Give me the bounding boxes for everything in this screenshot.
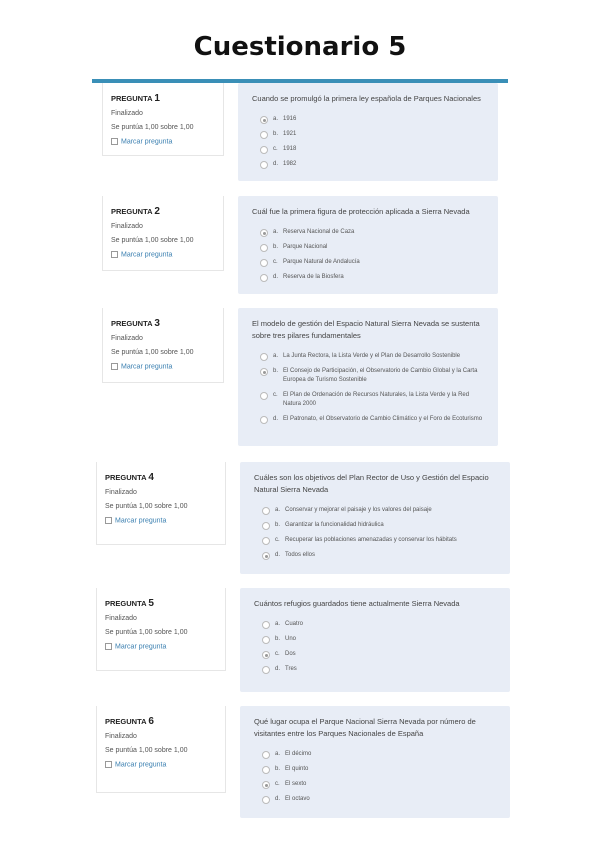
answer-text: Uno [285,636,297,642]
question-label: PREGUNTA 4 [105,472,154,483]
answer-option[interactable]: a. Conservar y mejorar el paisaje y los valores del paisaje [262,506,496,515]
question-label: PREGUNTA 3 [111,318,160,329]
answer-option[interactable]: a. La Junta Rectora, la Lista Verde y el Plan de Desarrollo Sostenible [260,352,484,361]
radio-icon[interactable] [262,636,270,644]
answer-text: Dos [285,651,296,657]
question-score: Se puntúa 1,00 sobre 1,00 [105,629,188,636]
answer-text: Cuatro [285,621,304,627]
answer-text: Conservar y mejorar el paisaje y los valores del paisaje [285,507,432,513]
question-info-6 [96,706,226,793]
answer-option[interactable]: a. Cuatro [262,620,496,629]
answer-option[interactable]: a. 1916 [260,115,484,124]
flag-icon [111,138,118,145]
question-label: PREGUNTA 5 [105,598,154,609]
answer-option[interactable]: d. El octavo [262,795,496,804]
question-score: Se puntúa 1,00 sobre 1,00 [105,503,188,510]
answer-text: Garantizar la funcionalidad hidráulica [285,522,384,528]
question-state: Finalizado [111,110,143,117]
answer-text: 1982 [283,161,297,167]
answer-options [254,620,496,674]
radio-icon[interactable] [260,161,268,169]
question-text: Cuál fue la primera figura de protección aplicada a Sierra Nevada [252,207,470,216]
question-label: PREGUNTA 2 [111,206,160,217]
question-info-4 [96,462,226,545]
question-content-1 [238,83,498,181]
question-text: Cuáles son los objetivos del Plan Rector de Uso y Gestión del Espacio Natural Sierra Nevada [254,473,489,494]
flag-icon [111,251,118,258]
question-content-5 [240,588,510,692]
answer-text: Parque Nacional [283,244,328,250]
question-content-2 [238,196,498,294]
answer-options [254,750,496,804]
radio-icon[interactable] [260,392,268,400]
answer-option[interactable]: b. 1921 [260,130,484,139]
question-text: Qué lugar ocupa el Parque Nacional Sierra Nevada por número de visitantes entre los Parques Nacionales de España [254,717,476,738]
radio-icon[interactable] [260,274,268,282]
answer-text: El sexto [285,781,307,787]
answer-option[interactable]: d. Tres [262,665,496,674]
radio-icon[interactable] [260,368,268,376]
radio-icon[interactable] [262,651,270,659]
answer-text: La Junta Rectora, la Lista Verde y el Plan de Desarrollo Sostenible [283,353,461,359]
question-state: Finalizado [105,615,137,622]
flag-question-link[interactable]: Marcar pregunta [105,643,217,650]
answer-option[interactable]: a. El décimo [262,750,496,759]
question-content-3 [238,308,498,446]
answer-text: 1918 [283,146,297,152]
question-text: El modelo de gestión del Espacio Natural Sierra Nevada se sustenta sobre tres pilares fundamentales [252,319,480,340]
radio-icon[interactable] [262,781,270,789]
flag-question-link[interactable]: Marcar pregunta [105,761,217,768]
question-content-4 [240,462,510,574]
radio-icon[interactable] [262,522,270,530]
answer-option[interactable]: c. Dos [262,650,496,659]
radio-icon[interactable] [262,796,270,804]
answer-options [252,115,484,169]
question-info-3 [102,308,224,383]
answer-option[interactable]: d. Todos ellos [262,551,496,560]
answer-text: Tres [285,666,297,672]
answer-option[interactable]: b. El quinto [262,765,496,774]
question-info-2 [102,196,224,271]
radio-icon[interactable] [260,353,268,361]
answer-option[interactable]: b. Uno [262,635,496,644]
flag-icon [105,643,112,650]
radio-icon[interactable] [260,116,268,124]
radio-icon[interactable] [260,259,268,267]
question-score: Se puntúa 1,00 sobre 1,00 [105,747,188,754]
answer-text: El quinto [285,766,309,772]
radio-icon[interactable] [260,131,268,139]
answer-text: Recuperar las poblaciones amenazadas y conservar los hábitats [285,537,457,543]
flag-question-link[interactable]: Marcar pregunta [111,251,215,258]
answer-text: 1916 [283,116,297,122]
question-state: Finalizado [111,335,143,342]
answer-option[interactable]: b. Parque Nacional [260,243,484,252]
answer-text: 1921 [283,131,297,137]
question-info-5 [96,588,226,671]
radio-icon[interactable] [262,621,270,629]
question-score: Se puntúa 1,00 sobre 1,00 [111,124,194,131]
answer-text: El Patronato, el Observatorio de Cambio Climático y el Foro de Ecoturismo [283,416,483,422]
question-score: Se puntúa 1,00 sobre 1,00 [111,237,194,244]
radio-icon[interactable] [262,552,270,560]
answer-text: Todos ellos [285,552,316,558]
answer-text: El décimo [285,751,312,757]
question-label: PREGUNTA 6 [105,716,154,727]
question-label: PREGUNTA 1 [111,93,160,104]
question-state: Finalizado [111,223,143,230]
question-text: Cuántos refugios guardados tiene actualmente Sierra Nevada [254,599,460,608]
flag-icon [111,363,118,370]
answer-text: Parque Natural de Andalucía [283,259,360,265]
answer-option[interactable]: c. Parque Natural de Andalucía [260,258,484,267]
answer-option[interactable]: b. El Consejo de Participación, el Observatorio de Cambio Global y la Carta Europea de Turismo Sostenible [260,367,484,385]
radio-icon[interactable] [262,666,270,674]
flag-icon [105,517,112,524]
answer-option[interactable]: c. Recuperar las poblaciones amenazadas y conservar los hábitats [262,536,496,545]
question-text: Cuando se promulgó la primera ley española de Parques Nacionales [252,94,481,103]
answer-options [252,228,484,282]
radio-icon[interactable] [262,766,270,774]
answer-options [254,506,496,560]
radio-icon[interactable] [260,146,268,154]
question-score: Se puntúa 1,00 sobre 1,00 [111,349,194,356]
answer-text: El octavo [285,796,310,802]
radio-icon[interactable] [262,507,270,515]
question-state: Finalizado [105,733,137,740]
page-title: Cuestionario 5 [193,32,407,62]
answer-option[interactable]: c. El Plan de Ordenación de Recursos Naturales, la Lista Verde y la Red Natura 2000 [260,391,484,409]
answer-text: Reserva de la Biosfera [283,274,344,280]
flag-question-link[interactable]: Marcar pregunta [111,363,215,370]
answer-option[interactable]: d. Reserva de la Biosfera [260,273,484,282]
flag-question-link[interactable]: Marcar pregunta [105,517,217,524]
question-content-6 [240,706,510,818]
answer-text: El Plan de Ordenación de Recursos Naturales, la Lista Verde y la Red Natura 2000 [283,392,470,407]
radio-icon[interactable] [260,244,268,252]
answer-option[interactable]: c. 1918 [260,145,484,154]
flag-icon [105,761,112,768]
radio-icon[interactable] [260,229,268,237]
question-info-1 [102,83,224,156]
flag-question-link[interactable]: Marcar pregunta [111,138,215,145]
answer-text: Reserva Nacional de Caza [283,229,355,235]
answer-options [252,352,484,424]
answer-option[interactable]: a. Reserva Nacional de Caza [260,228,484,237]
radio-icon[interactable] [260,416,268,424]
answer-option[interactable]: d. El Patronato, el Observatorio de Cambio Climático y el Foro de Ecoturismo [260,415,484,424]
answer-option[interactable]: c. El sexto [262,780,496,789]
answer-option[interactable]: d. 1982 [260,160,484,169]
question-state: Finalizado [105,489,137,496]
answer-option[interactable]: b. Garantizar la funcionalidad hidráulica [262,521,496,530]
radio-icon[interactable] [262,537,270,545]
answer-text: El Consejo de Participación, el Observatorio de Cambio Global y la Carta Europea de Turismo Sostenible [283,368,478,383]
radio-icon[interactable] [262,751,270,759]
